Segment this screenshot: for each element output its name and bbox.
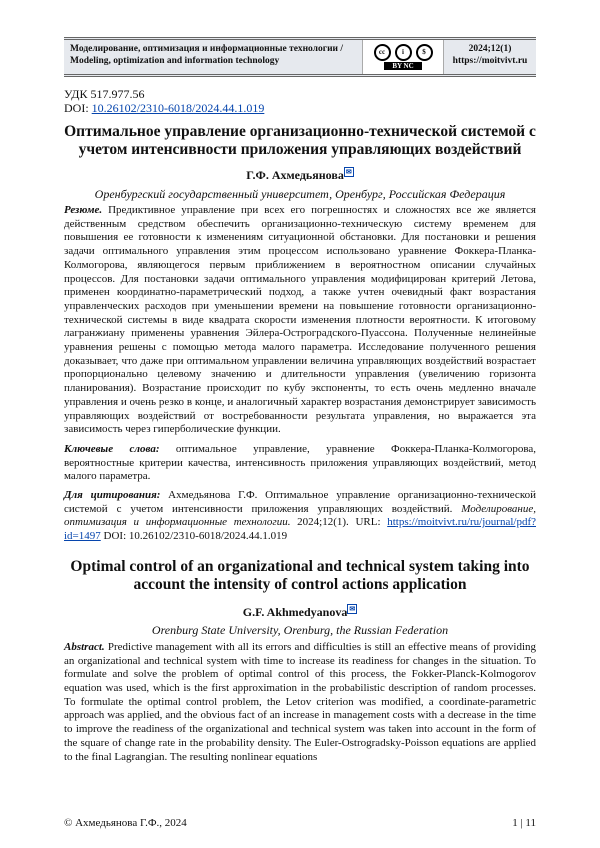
affiliation-en: Orenburg State University, Orenburg, the Russian Federation: [64, 623, 536, 637]
cc-icon: cc: [374, 44, 391, 61]
citation: [64, 489, 536, 544]
site: https://moitvivt.ru: [444, 55, 536, 67]
abstract-ru: [64, 204, 536, 437]
keywords: [64, 443, 536, 484]
title-en: Optimal control of an organizational and technical system taking into account the intensity of control actions application: [64, 558, 536, 594]
keywords-label: Ключевые слова:: [64, 443, 160, 455]
abstract-label: Abstract.: [64, 641, 105, 653]
abstract-text: Предиктивное управление при всех его погрешностях и сложностях все же является действенным средством обеспечить организационно-техническую систему временем для повышения ее готовности к изменениям ситуационной обстановки. Для постановки и решения задачи оптимального управления этим процессом использовано уравнение Фоккера-Планка-Колмогорова, являющегося первым приближением в вероятностном описании случайных процессов. Для постановки задачи оптимального управления модифицирован критерий Летова, применен координатно-параметрический подход, а также учтен очевидный факт возрастания управленческих расходов при уменьшении времени на повышение готовности организационно-технической системы в виде квадрата скорости изменения плотности вероятности. К итоговому лагранжиану применены уравнения Эйлера-Остроградского-Пуассона. Полученные нелинейные уравнения решены с помощью метода малого параметра. Исследование полученного решения доказывает, что даже при оптимальном управлении величина управляющих воздействий возрастает пропорционально целевому значению и длительности управления (увеличению горизонта планирования). Возрастание происходит по кубу экспоненты, то есть очень медленно вначале управления и очень резко в конце, и аналогичный характер возрастания демонстрирует зависимость управляющих воздействий от востребованности результата управления, но выражается эта зависимость через гиперболические функции.: [64, 204, 536, 435]
doi-label: DOI:: [64, 101, 92, 115]
by-icon: i: [395, 44, 412, 61]
journal-name-en: Modeling, optimization and information technology: [70, 55, 356, 67]
journal-name-ru: Моделирование, оптимизация и информационные технологии /: [70, 43, 356, 55]
footer: [64, 817, 536, 829]
cite-label: Для цитирования:: [64, 489, 160, 501]
doi-link[interactable]: 10.26102/2310-6018/2024.44.1.019: [92, 101, 265, 115]
cite-url-link[interactable]: https://moitvivt.ru/ru/journal/pdf?id=1497: [64, 516, 536, 542]
author-ru: Г.Ф. Ахмедьянова: [246, 168, 344, 182]
author-en: G.F. Akhmedyanova: [243, 605, 348, 619]
affiliation-ru: Оренбургский государственный университет, Оренбург, Российская Федерация: [64, 187, 536, 201]
page: [0, 0, 600, 848]
email-icon[interactable]: ✉: [344, 167, 354, 177]
cite-journal: Моделирование, оптимизация и информационные технологии.: [64, 503, 536, 529]
keywords-text: оптимальное управление, уравнение Фоккера-Планка-Колмогорова, вероятностные критерии качества, интенсивность приложения управляющих воздействий, метод малого параметра.: [64, 443, 536, 482]
abstract-text: Predictive management with all its errors and difficulties is still an effective means of providing an organizational and technical system with time to increase its readiness for changes in the situation. To formulate and solve the problem of optimal control of this process, the Fokker-Planck-Kolmogorov equation was used, which is the first approximation in the probabilistic description of random processes. To formulate the optimal control problem, the Letov criterion was modified, a coordinate-parametric approach was applied, and the obvious fact of an increase in management costs with a decrease in the time to improve the readiness of the organizational and technical system was taken into account in the form of the square of change rate in the probability density. The Euler-Ostrogradsky-Poisson equations are applied to the final Lagrangian. The resulting nonlinear equations: [64, 641, 536, 763]
copyright: © Ахмедьянова Г.Ф., 2024: [64, 817, 187, 829]
title-ru: Оптимальное управление организационно-технической системой с учетом интенсивности приложения управляющих воздействий: [64, 123, 536, 159]
cite-issue: 2024;12(1). URL:: [290, 516, 387, 528]
udk: УДК 517.977.56: [64, 87, 536, 101]
nc-icon: $: [416, 44, 433, 61]
cite-text: Ахмедьянова Г.Ф. Оптимальное управление организационно-технической системой с учетом интенсивности приложения управляющих воздействий.: [64, 489, 536, 515]
abstract-en: [64, 641, 536, 764]
journal-header: [64, 37, 536, 77]
cite-doi: DOI: 10.26102/2310-6018/2024.44.1.019: [101, 530, 287, 542]
abstract-label: Резюме.: [64, 204, 102, 216]
issue: 2024;12(1): [444, 43, 536, 55]
license-text: BY NC: [384, 62, 421, 70]
page-number: 1 | 11: [512, 817, 536, 829]
cc-license-badge: [362, 40, 444, 74]
email-icon[interactable]: ✉: [347, 604, 357, 614]
